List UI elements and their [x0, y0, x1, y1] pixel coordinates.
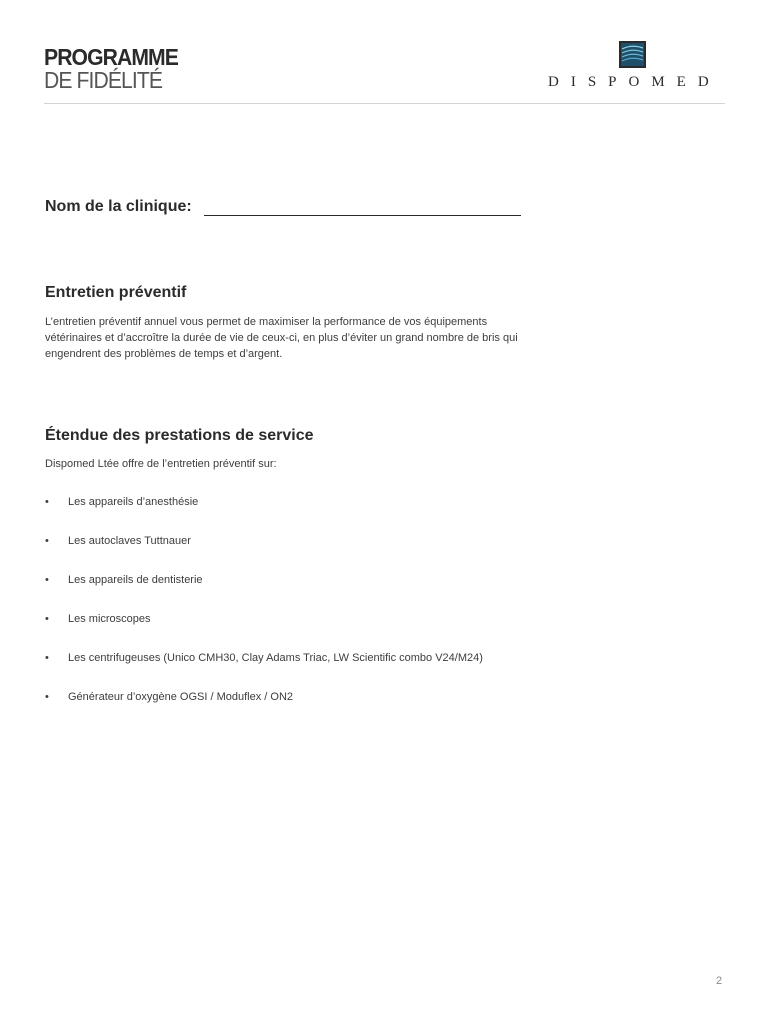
header-divider: [44, 103, 725, 104]
bullet-icon: •: [45, 496, 49, 508]
page-title-line1: PROGRAMME: [44, 44, 178, 70]
preventive-paragraph: L’entretien préventif annuel vous permet de maximiser la performance de vos équipements vétérinaires et d’accroître la durée de vie de ceux-ci, en plus d’éviter un grand nombre de bris qui engendrent des problèmes de temps et d’argent.: [45, 316, 518, 360]
bullet-icon: •: [45, 652, 49, 664]
services-intro: Dispomed Ltée offre de l’entretien préventif sur:: [45, 458, 277, 470]
bullet-icon: •: [45, 535, 49, 547]
list-item-text: Les appareils d’anesthésie: [68, 496, 199, 508]
page-title-line2: DE FIDÉLITÉ: [44, 67, 163, 93]
list-item-text: Les microscopes: [68, 613, 151, 625]
page-number: 2: [716, 975, 723, 987]
preventive-heading: Entretien préventif: [45, 284, 187, 301]
clinic-name-field[interactable]: [204, 215, 521, 216]
clinic-name-label: Nom de la clinique:: [45, 198, 192, 215]
list-item-text: Les appareils de dentisterie: [68, 574, 203, 586]
services-heading: Étendue des prestations de service: [45, 427, 314, 444]
dispomed-wave-logo-icon: [619, 41, 646, 68]
bullet-icon: •: [45, 691, 49, 703]
list-item-text: Les autoclaves Tuttnauer: [68, 535, 191, 547]
logo-wordmark: DISPOMED: [548, 74, 721, 90]
bullet-icon: •: [45, 574, 49, 586]
list-item-text: Générateur d’oxygène OGSI / Moduflex / ON2: [68, 691, 294, 703]
list-item-text: Les centrifugeuses (Unico CMH30, Clay Adams Triac, LW Scientific combo V24/M24): [68, 652, 483, 664]
bullet-icon: •: [45, 613, 49, 625]
